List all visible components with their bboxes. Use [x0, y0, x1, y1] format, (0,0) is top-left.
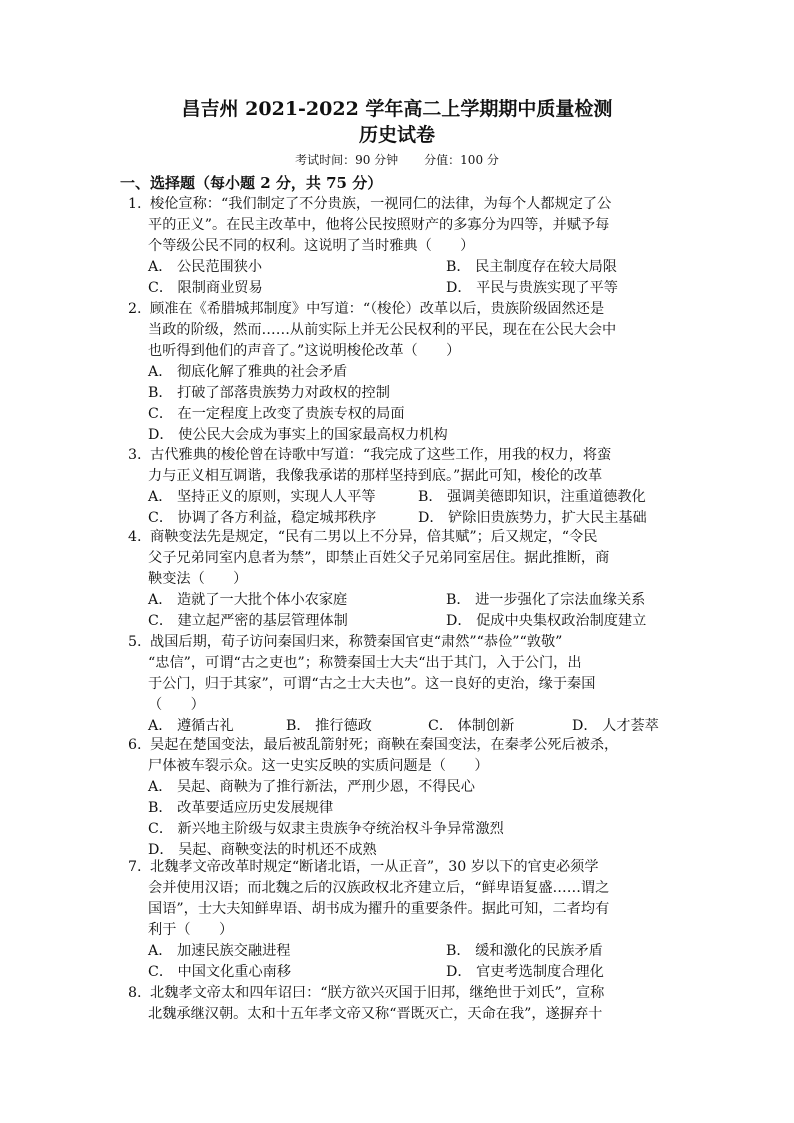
- question-stem-line: 战国后期，荀子访问秦国归来，称赞秦国官吏“肃然”“恭俭”“敦敬”: [150, 634, 563, 650]
- answer-option[interactable]: C． 中国文化重心南移: [148, 964, 292, 980]
- answer-option[interactable]: C． 协调了各方利益，稳定城邦秩序: [148, 510, 377, 526]
- question-stem-line: 于公门，归于其家”，可谓“古之士大夫也”。这一良好的吏治，缘于秦国: [148, 676, 596, 692]
- answer-option[interactable]: D． 促成中央集权政治制度建立: [446, 613, 647, 629]
- question-stem-line: 北魏承继汉朝。太和十五年孝文帝又称“晋既灭亡，天命在我”，遂摒弃十: [148, 1006, 603, 1022]
- answer-option[interactable]: B． 进一步强化了宗法血缘关系: [446, 592, 646, 608]
- question-stem-line: 力与正义相互调谐，我像我承诺的那样坚持到底。”据此可知，梭伦的改革: [148, 468, 603, 484]
- question-stem-line: （ ）: [148, 697, 205, 713]
- question-number: 8.: [128, 985, 142, 1001]
- question-stem-line: 古代雅典的梭伦曾在诗歌中写道：“我完成了这些工作，用我的权力，将蛮: [150, 447, 612, 463]
- exam-time: 考试时间：90 分钟: [295, 153, 399, 167]
- answer-option[interactable]: D． 平民与贵族实现了平等: [446, 280, 618, 296]
- exam-title: 昌吉州 2021-2022 学年高二上学期期中质量检测: [181, 98, 613, 120]
- question-number: 1.: [128, 196, 142, 212]
- answer-option[interactable]: D． 官吏考选制度合理化: [446, 964, 604, 980]
- question-number: 6.: [128, 737, 142, 753]
- answer-option[interactable]: B． 改革要适应历史发展规律: [148, 800, 334, 816]
- answer-option[interactable]: D． 铲除旧贵族势力，扩大民主基础: [418, 510, 647, 526]
- answer-option[interactable]: C． 在一定程度上改变了贵族专权的局面: [148, 406, 405, 422]
- answer-option[interactable]: B． 推行德政: [286, 718, 372, 734]
- question-stem-line: 父子兄弟同室内息者为禁”，即禁止百姓父子兄弟同室居住。据此推断，商: [148, 550, 610, 566]
- question-stem-line: 北魏孝文帝太和四年诏曰：“朕方欲兴灭国于旧邦，继绝世于刘氏”，宣称: [150, 985, 605, 1001]
- exam-score: 分值：100 分: [424, 153, 499, 167]
- answer-option[interactable]: A． 坚持正义的原则，实现人人平等: [148, 489, 376, 505]
- answer-option[interactable]: B． 缓和激化的民族矛盾: [446, 943, 603, 959]
- answer-option[interactable]: B． 强调美德即知识，注重道德教化: [418, 489, 646, 505]
- answer-option[interactable]: B． 打破了部落贵族势力对政权的控制: [148, 385, 390, 401]
- question-stem-line: 北魏孝文帝改革时规定“断诸北语，一从正音”，30 岁以下的官吏必须学: [150, 859, 599, 875]
- answer-option[interactable]: A． 遵循古礼: [148, 718, 234, 734]
- question-number: 3.: [128, 447, 142, 463]
- question-stem-line: 会并使用汉语；而北魏之后的汉族政权北齐建立后，“鲜卑语复盛……谓之: [148, 880, 610, 896]
- answer-option[interactable]: C． 体制创新: [428, 718, 515, 734]
- answer-option[interactable]: A． 加速民族交融进程: [148, 943, 291, 959]
- answer-option[interactable]: C． 建立起严密的基层管理体制: [148, 613, 348, 629]
- question-stem-line: 平的正义”。在民主改革中，他将公民按照财产的多寡分为四等，并赋予每: [148, 217, 610, 233]
- answer-option[interactable]: C． 限制商业贸易: [148, 280, 263, 296]
- answer-option[interactable]: B． 民主制度存在较大局限: [446, 259, 617, 275]
- question-stem-line: 梭伦宣称：“我们制定了不分贵族，一视同仁的法律，为每个人都规定了公: [150, 196, 612, 212]
- answer-option[interactable]: D． 吴起、商鞅变法的时机还不成熟: [148, 842, 377, 858]
- exam-meta: [0, 152, 794, 168]
- answer-option[interactable]: A． 彻底化解了雅典的社会矛盾: [148, 364, 348, 380]
- question-number: 5.: [128, 634, 142, 650]
- answer-option[interactable]: A． 吴起、商鞅为了推行新法，严刑少恩，不得民心: [148, 779, 475, 795]
- question-stem-line: 个等级公民不同的权利。这说明了当时雅典（ ）: [148, 238, 475, 254]
- answer-option[interactable]: A． 公民范围狭小: [148, 259, 263, 275]
- question-stem-line: 商鞅变法先是规定，“民有二男以上不分异，倍其赋”；后又规定，“令民: [150, 529, 598, 545]
- question-number: 7.: [128, 859, 142, 875]
- question-number: 4.: [128, 529, 142, 545]
- answer-option[interactable]: A． 造就了一大批个体小农家庭: [148, 592, 348, 608]
- exam-subtitle: 历史试卷: [358, 124, 435, 146]
- section-heading: 一、选择题（每小题 2 分，共 75 分）: [120, 174, 383, 192]
- question-stem-line: 当政的阶级，然而……从前实际上并无公民权利的平民，现在在公民大会中: [148, 322, 617, 338]
- answer-option[interactable]: C． 新兴地主阶级与奴隶主贵族争夺统治权斗争异常激烈: [148, 821, 504, 837]
- answer-option[interactable]: D． 使公民大会成为事实上的国家最高权力机构: [148, 427, 448, 443]
- answer-option[interactable]: D． 人才荟萃: [572, 718, 659, 734]
- question-stem-line: 顾准在《希腊城邦制度》中写道：“（梭伦）改革以后，贵族阶级固然还是: [150, 301, 605, 317]
- question-number: 2.: [128, 301, 142, 317]
- question-stem-line: “忠信”，可谓“古之吏也”；称赞秦国士大夫“出于其门，入于公门，出: [148, 655, 582, 671]
- question-stem-line: 鞅变法（ ）: [148, 571, 248, 587]
- question-stem-line: 尸体被车裂示众。这一史实反映的实质问题是（ ）: [148, 758, 489, 774]
- question-stem-line: 也听得到他们的声音了。”这说明梭伦改革（ ）: [148, 343, 461, 359]
- question-stem-line: 吴起在楚国变法，最后被乱箭射死；商鞅在秦国变法，在秦孝公死后被杀，: [150, 737, 619, 753]
- question-stem-line: 利于（ ）: [148, 922, 234, 938]
- question-stem-line: 国语”，士大夫知鲜卑语、胡书成为擢升的重要条件。据此可知，二者均有: [148, 901, 610, 917]
